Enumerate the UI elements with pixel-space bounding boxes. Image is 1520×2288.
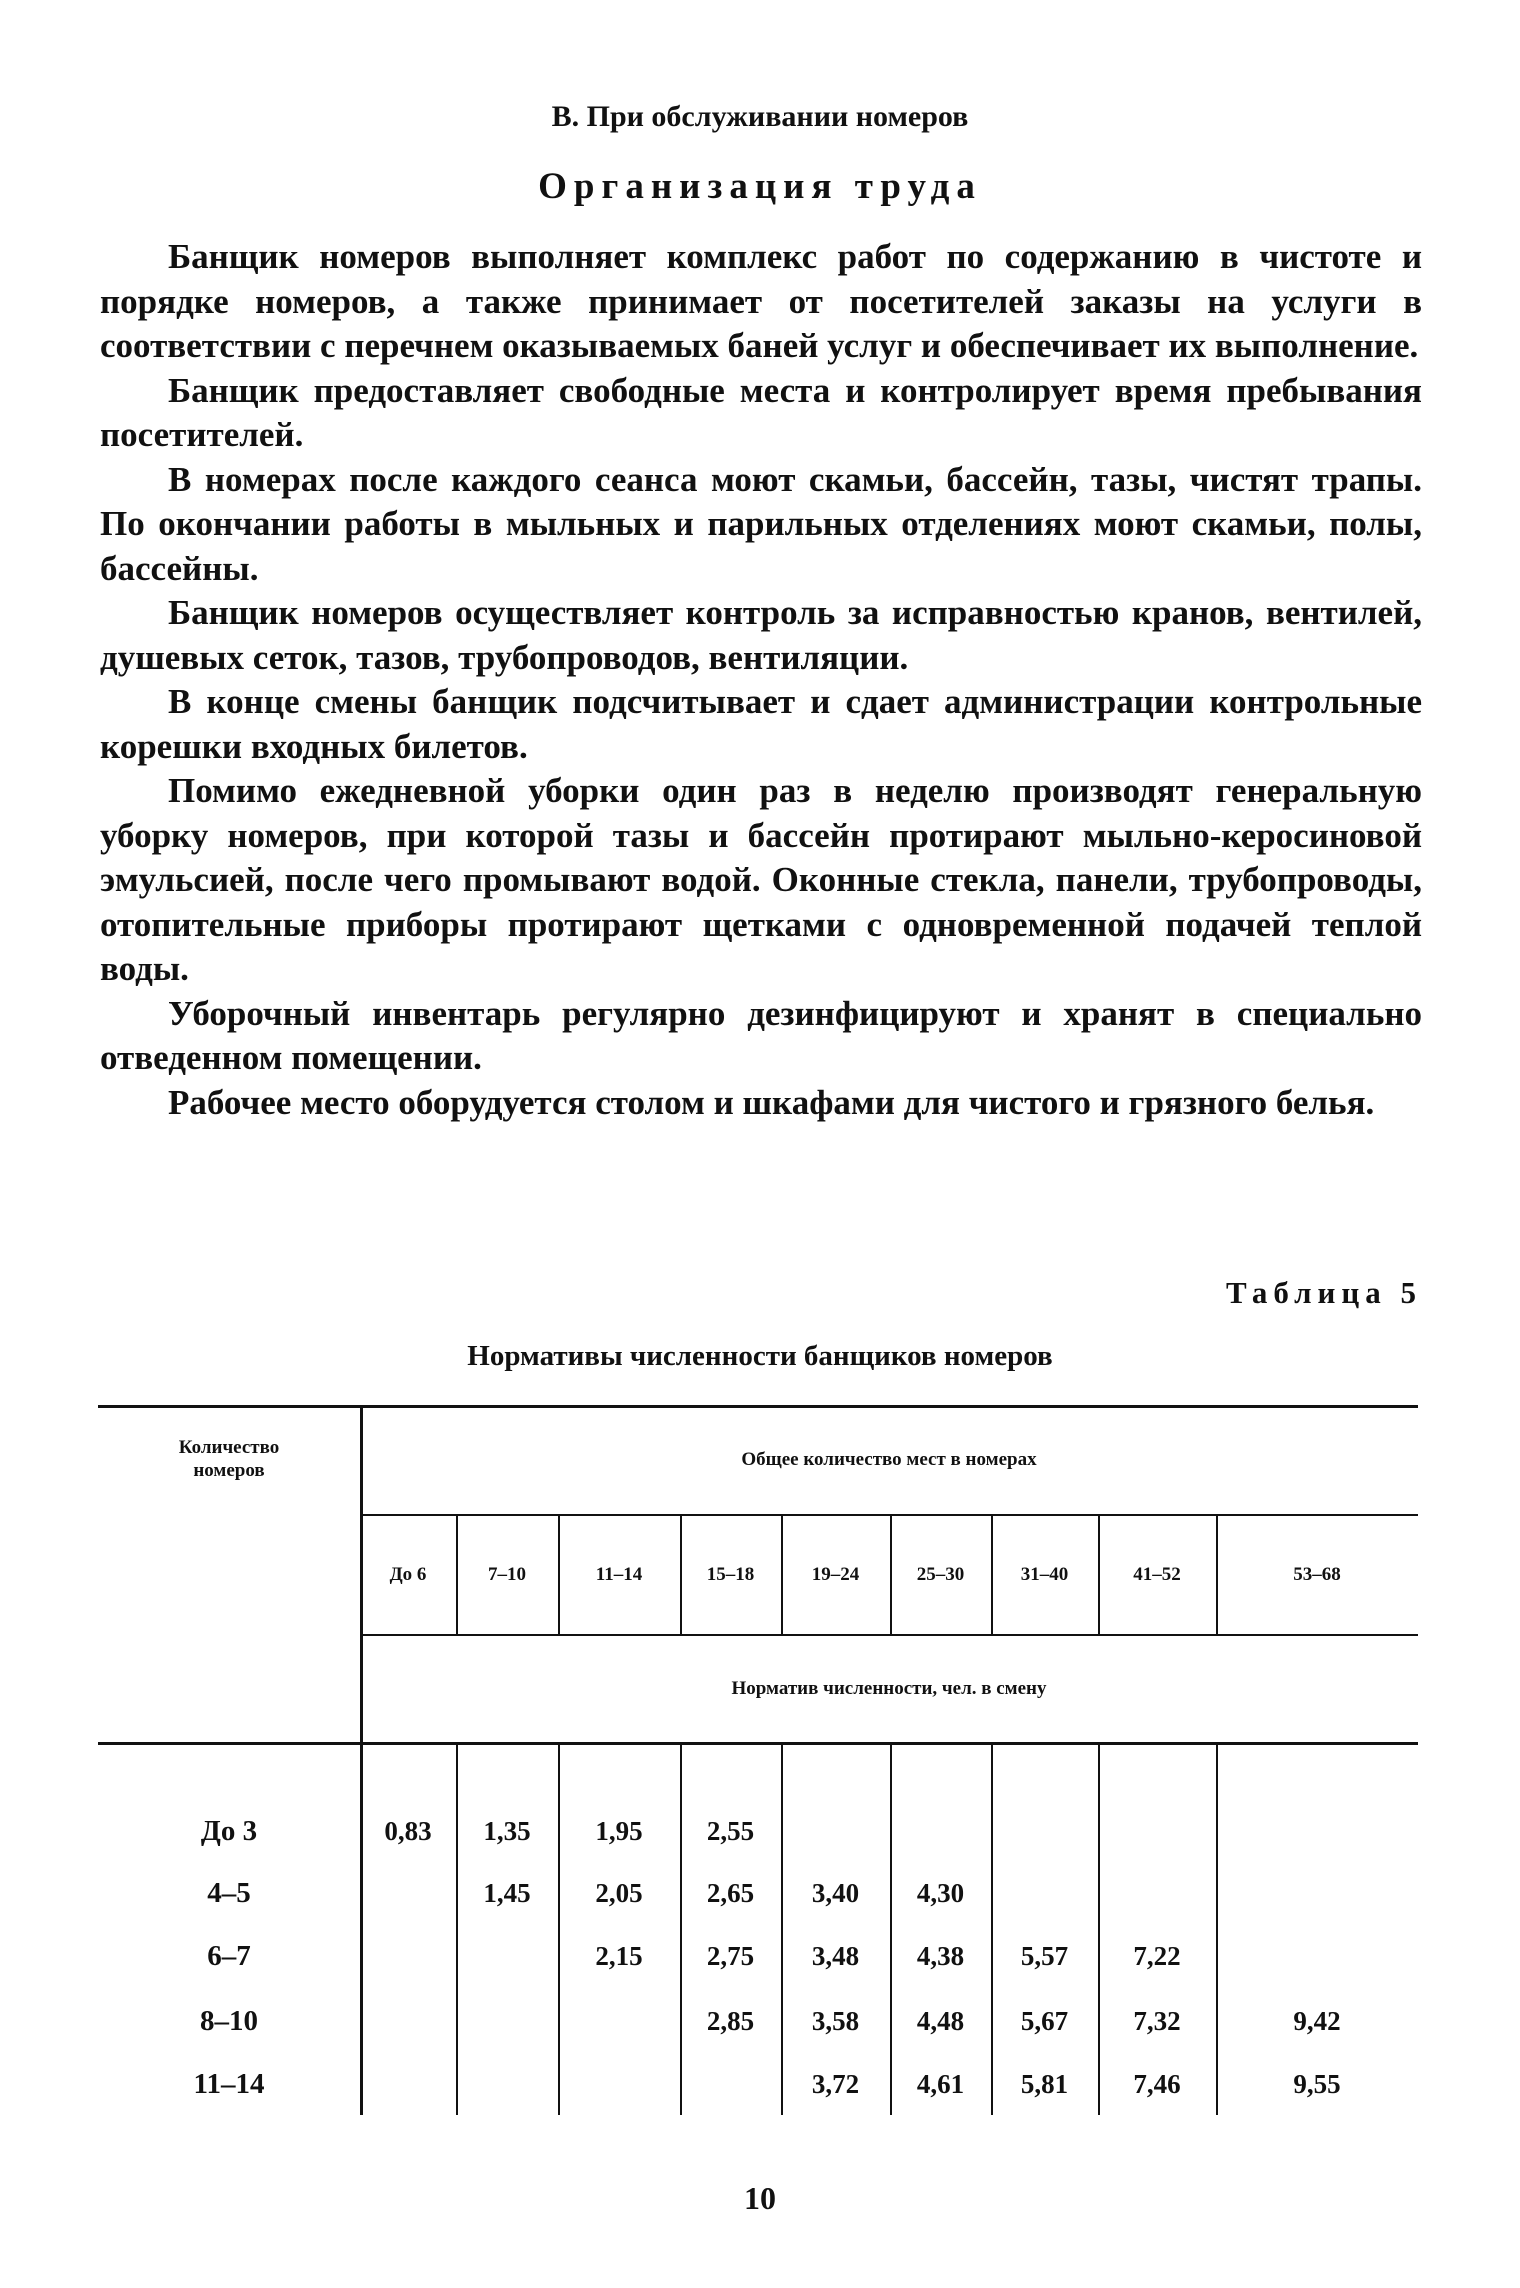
table-cell: 1,45 (483, 1877, 531, 1908)
column-header: 15–18 (706, 1563, 755, 1585)
page-number: 10 (744, 2180, 776, 2216)
table-cell: 1,95 (595, 1815, 643, 1846)
row-label: 11–14 (193, 2067, 265, 2100)
paragraph: Уборочный инвентарь регулярно дезинфицируют и хранят в специально отведенном помещении. (100, 993, 1422, 1077)
column-header: 7–10 (488, 1563, 526, 1585)
paragraph: В конце смены банщик подсчитывает и сдает администрации контрольные корешки входных билетов. (100, 682, 1422, 766)
row-label: 8–10 (200, 2004, 258, 2037)
table-column-rule (456, 1743, 458, 2115)
table-cell: 0,83 (384, 1815, 432, 1846)
paragraph: Банщик предоставляет свободные места и контролирует время пребывания посетителей. (100, 370, 1422, 454)
column-header: До 6 (389, 1563, 427, 1585)
table-cell: 2,55 (706, 1815, 755, 1846)
column-header: 25–30 (916, 1563, 965, 1585)
group-header: Общее количество мест в номерах (741, 1448, 1037, 1470)
row-label: 6–7 (207, 1939, 251, 1972)
norm-table (98, 1405, 1418, 2115)
table-cell: 4,61 (916, 2068, 965, 2099)
table-cell: 7,32 (1133, 2005, 1181, 2036)
body-text (100, 235, 1422, 1125)
table-cell: 5,81 (1020, 2068, 1069, 2099)
table-cell: 4,38 (916, 1940, 965, 1971)
column-header: 11–14 (595, 1563, 643, 1585)
paragraph: Банщик номеров осуществляет контроль за исправностью кранов, вентилей, душевых сеток, тазов, трубопроводов, вентиляции. (100, 593, 1422, 677)
row-header-text: Количество номеров (178, 1437, 280, 1481)
table-title: Нормативы численности банщиков номеров (467, 1340, 1053, 1372)
paragraph: Рабочее место оборудуется столом и шкафами для чистого и грязного белья. (168, 1082, 1375, 1122)
table-column-rule (680, 1743, 682, 2115)
table-vertical-rule (360, 1405, 363, 2115)
paragraph: Помимо ежедневной уборки один раз в неделю производят генеральную уборку номеров, при которой тазы и бассейн протирают мыльно-керосиновой эмульсией, после чего промывают водой. Оконные стекла, панели, трубопроводы, отопительные приборы протирают щетками с одновременной подачей теплой воды. (100, 771, 1422, 988)
table-cell: 3,40 (811, 1877, 860, 1908)
table-cell: 3,58 (811, 2005, 860, 2036)
table-cell: 4,48 (916, 2005, 965, 2036)
column-header: 53–68 (1293, 1563, 1341, 1585)
section-heading: В. При обслуживании номеров (551, 100, 969, 133)
table-cell: 1,35 (483, 1815, 531, 1846)
table-cell: 3,72 (811, 2068, 860, 2099)
table-cell: 5,67 (1020, 2005, 1069, 2036)
table-column-rule (558, 1743, 560, 2115)
paragraph: Банщик номеров выполняет комплекс работ по содержанию в чистоте и порядке номеров, а также принимает от посетителей заказы на услуги в соответствии с перечнем оказываемых баней услуг и обеспечивает их выполнение. (100, 237, 1422, 365)
column-header: 41–52 (1133, 1563, 1181, 1585)
table-cell: 7,46 (1133, 2068, 1181, 2099)
paragraph: В номерах после каждого сеанса моют скамьи, бассейн, тазы, чистят трапы. По окончании работы в мыльных и парильных отделениях моют скамьи, полы, бассейны. (100, 459, 1422, 588)
column-header: 31–40 (1020, 1563, 1069, 1585)
table-cell: 2,65 (706, 1877, 755, 1908)
table-cell: 5,57 (1020, 1940, 1069, 1971)
table-cell: 9,42 (1293, 2005, 1341, 2036)
row-label: До 3 (200, 1814, 258, 1847)
table-label: Таблица 5 (1226, 1275, 1422, 1310)
section-subtitle: Организация труда (538, 166, 982, 207)
table-cell: 2,85 (706, 2005, 755, 2036)
table-cell: 3,48 (811, 1940, 860, 1971)
row-header (98, 1405, 360, 1515)
table-cell: 2,75 (706, 1940, 755, 1971)
sub-header: Норматив численности, чел. в смену (731, 1677, 1047, 1699)
table-cell: 9,55 (1293, 2068, 1341, 2099)
table-cell: 7,22 (1133, 1940, 1181, 1971)
column-header: 19–24 (811, 1563, 860, 1585)
row-label: 4–5 (207, 1876, 251, 1909)
table-cell: 2,15 (595, 1940, 643, 1971)
table-cell: 4,30 (916, 1877, 965, 1908)
table-cell: 2,05 (595, 1877, 643, 1908)
